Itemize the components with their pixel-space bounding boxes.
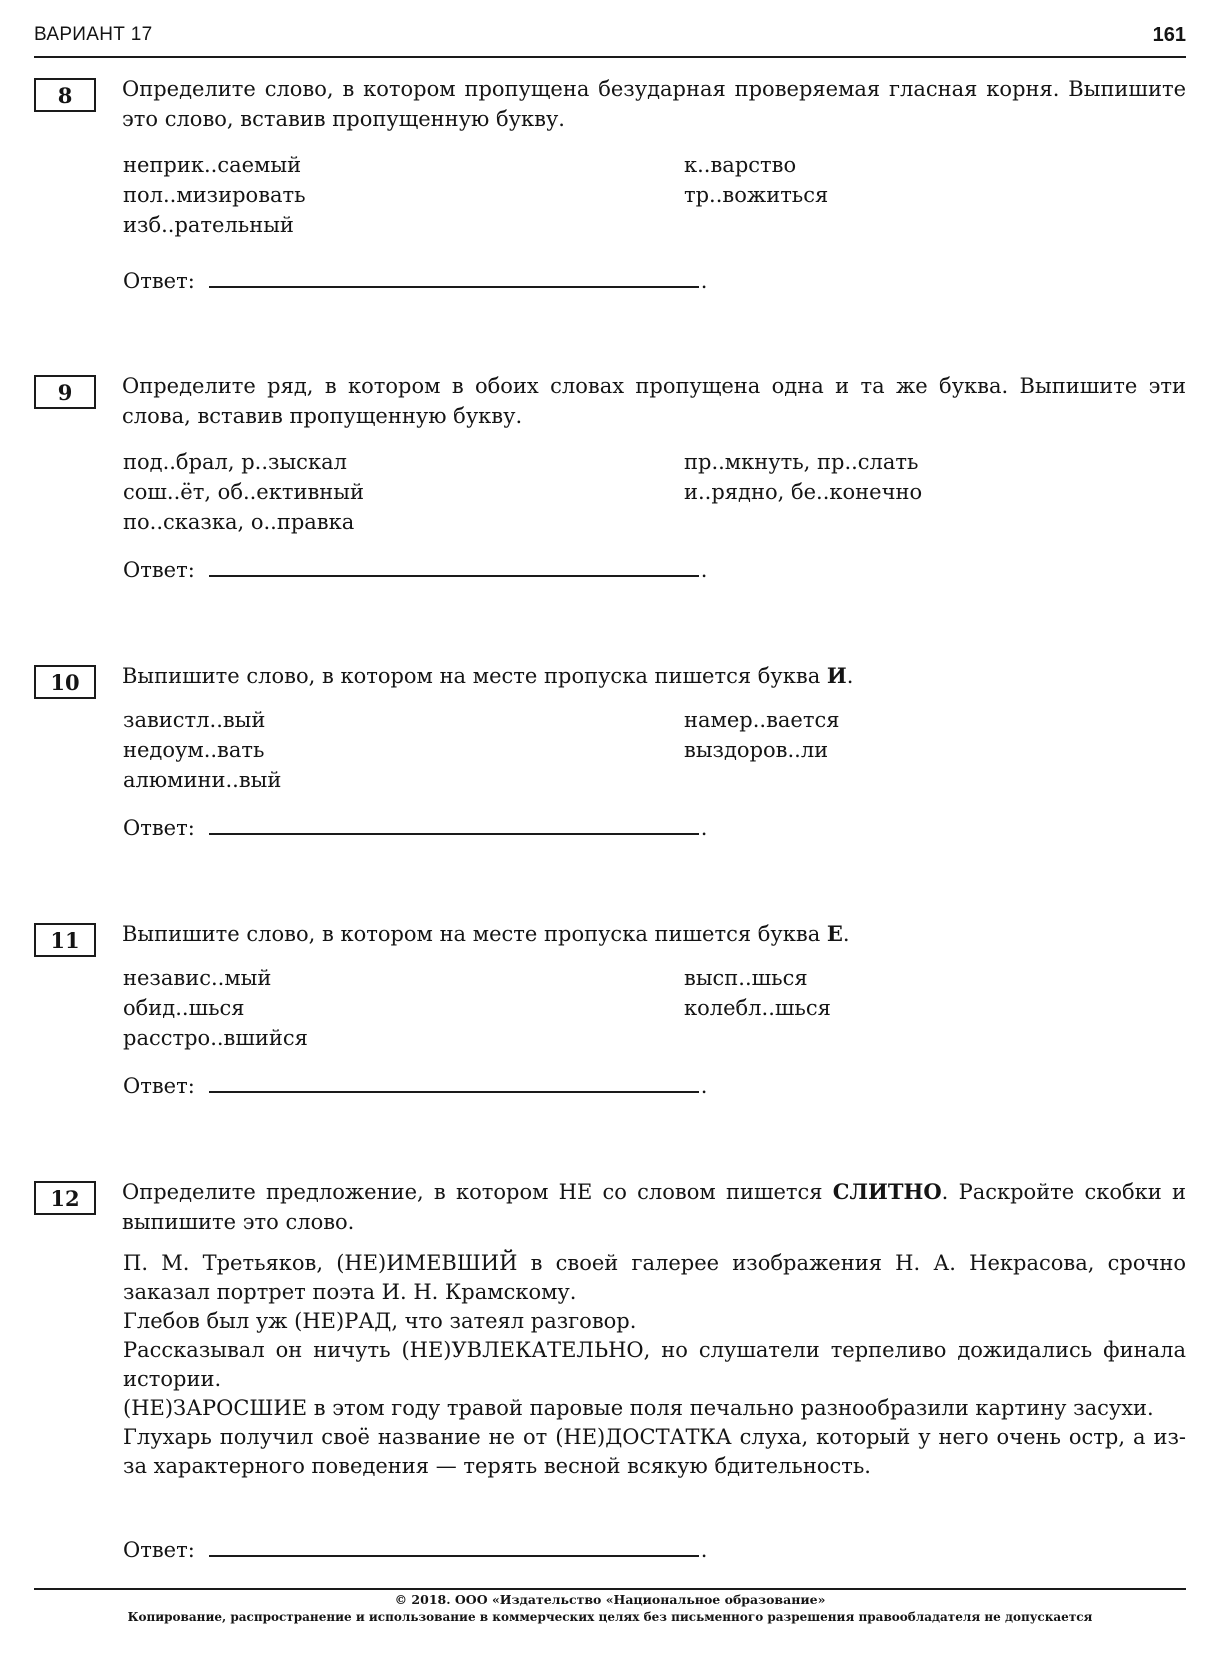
answer-label: Ответ: [123,269,195,293]
answer-row: Ответ: . [123,553,707,583]
sentence-option: (НЕ)ЗАРОСШИЕ в этом году травой паровые поля печально разнообразили картину засухи. [123,1396,1154,1420]
answer-label: Ответ: [123,816,195,840]
answer-row: Ответ: . [123,264,707,294]
word-option: высп..шься [684,966,808,990]
task-number-box: 8 [34,78,96,112]
task-question: Определите ряд, в котором в обоих словах пропущена одна и та же буква. Выпишите эти слова, вставив пропущенную букву. [122,374,1186,428]
task-number-box: 11 [34,923,96,957]
answer-row: Ответ: . [123,811,707,841]
answer-input-line[interactable] [209,553,699,577]
word-option: независ..мый [123,966,272,990]
word-option: по..сказка, о..правка [123,510,355,534]
answer-row: Ответ: . [123,1069,707,1099]
sentence-option: Глебов был уж (НЕ)РАД, что затеял разговор. [123,1309,637,1333]
word-option: изб..рательный [123,213,294,237]
word-list-left [123,705,281,795]
task-question: Выпишите слово, в котором на месте пропуска пишется буква И. [122,663,854,688]
word-list-right [684,705,839,765]
word-option: пол..мизировать [123,183,306,207]
word-list-left [123,150,306,240]
word-list-left [123,963,308,1053]
word-list-right [684,447,922,507]
sentence-option: Рассказывал он ничуть (НЕ)УВЛЕКАТЕЛЬНО, но слушатели терпеливо дожидались финала истории. [123,1338,1186,1391]
answer-row: Ответ: . [123,1533,707,1563]
sentence-option: Глухарь получил своё название не от (НЕ)ДОСТАТКА слуха, который у него очень остр, а из-за характерного поведения — терять весной всякую бдительность. [123,1425,1186,1478]
answer-input-line[interactable] [209,1069,699,1093]
word-option: пр..мкнуть, пр..слать [684,450,919,474]
word-option: колебл..шься [684,996,831,1020]
word-option: неприк..саемый [123,153,302,177]
task-number-box: 12 [34,1181,96,1215]
word-list-right [684,963,831,1023]
task-question: Определите предложение, в котором НЕ со словом пишется СЛИТНО. Раскройте скобки и выпишите это слово. [122,1179,1186,1234]
answer-label: Ответ: [123,558,195,582]
footer-legal-notice: Копирование, распространение и использование в коммерческих целях без письменного разрешения правообладателя не допускается [127,1610,1093,1624]
footer-divider [34,1588,1186,1590]
word-option: завистл..вый [123,708,266,732]
task-number-box: 9 [34,375,96,409]
task-question: Определите слово, в котором пропущена безударная проверяемая гласная корня. Выпишите это слово, вставив пропущенную букву. [122,77,1186,131]
word-option: выздоров..ли [684,738,829,762]
word-option: намер..вается [684,708,840,732]
word-option: алюмини..вый [123,768,282,792]
task-question: Выпишите слово, в котором на месте пропуска пишется буква Е. [122,921,850,946]
word-option: расстро..вшийся [123,1026,308,1050]
answer-input-line[interactable] [209,1533,699,1557]
answer-input-line[interactable] [209,264,699,288]
answer-label: Ответ: [123,1538,195,1562]
word-option: обид..шься [123,996,245,1020]
word-option: тр..вожиться [684,183,829,207]
variant-title: ВАРИАНТ 17 [34,24,153,45]
word-option: недоум..вать [123,738,265,762]
page-number: 161 [1152,24,1186,46]
sentence-list [123,1249,1186,1481]
sentence-option: П. М. Третьяков, (НЕ)ИМЕВШИЙ в своей галерее изображения Н. А. Некрасова, срочно заказал портрет поэта И. Н. Крамскому. [123,1251,1186,1304]
word-option: к..варство [684,153,797,177]
answer-label: Ответ: [123,1074,195,1098]
task-number-box: 10 [34,665,96,699]
word-list-right [684,150,828,210]
answer-input-line[interactable] [209,811,699,835]
page-header [34,22,1186,58]
word-option: под..брал, р..зыскал [123,450,347,474]
word-option: и..рядно, бе..конечно [684,480,923,504]
word-option: сош..ёт, об..ективный [123,480,365,504]
footer-copyright: © 2018. ООО «Издательство «Национальное образование» [394,1592,826,1607]
word-list-left [123,447,364,537]
